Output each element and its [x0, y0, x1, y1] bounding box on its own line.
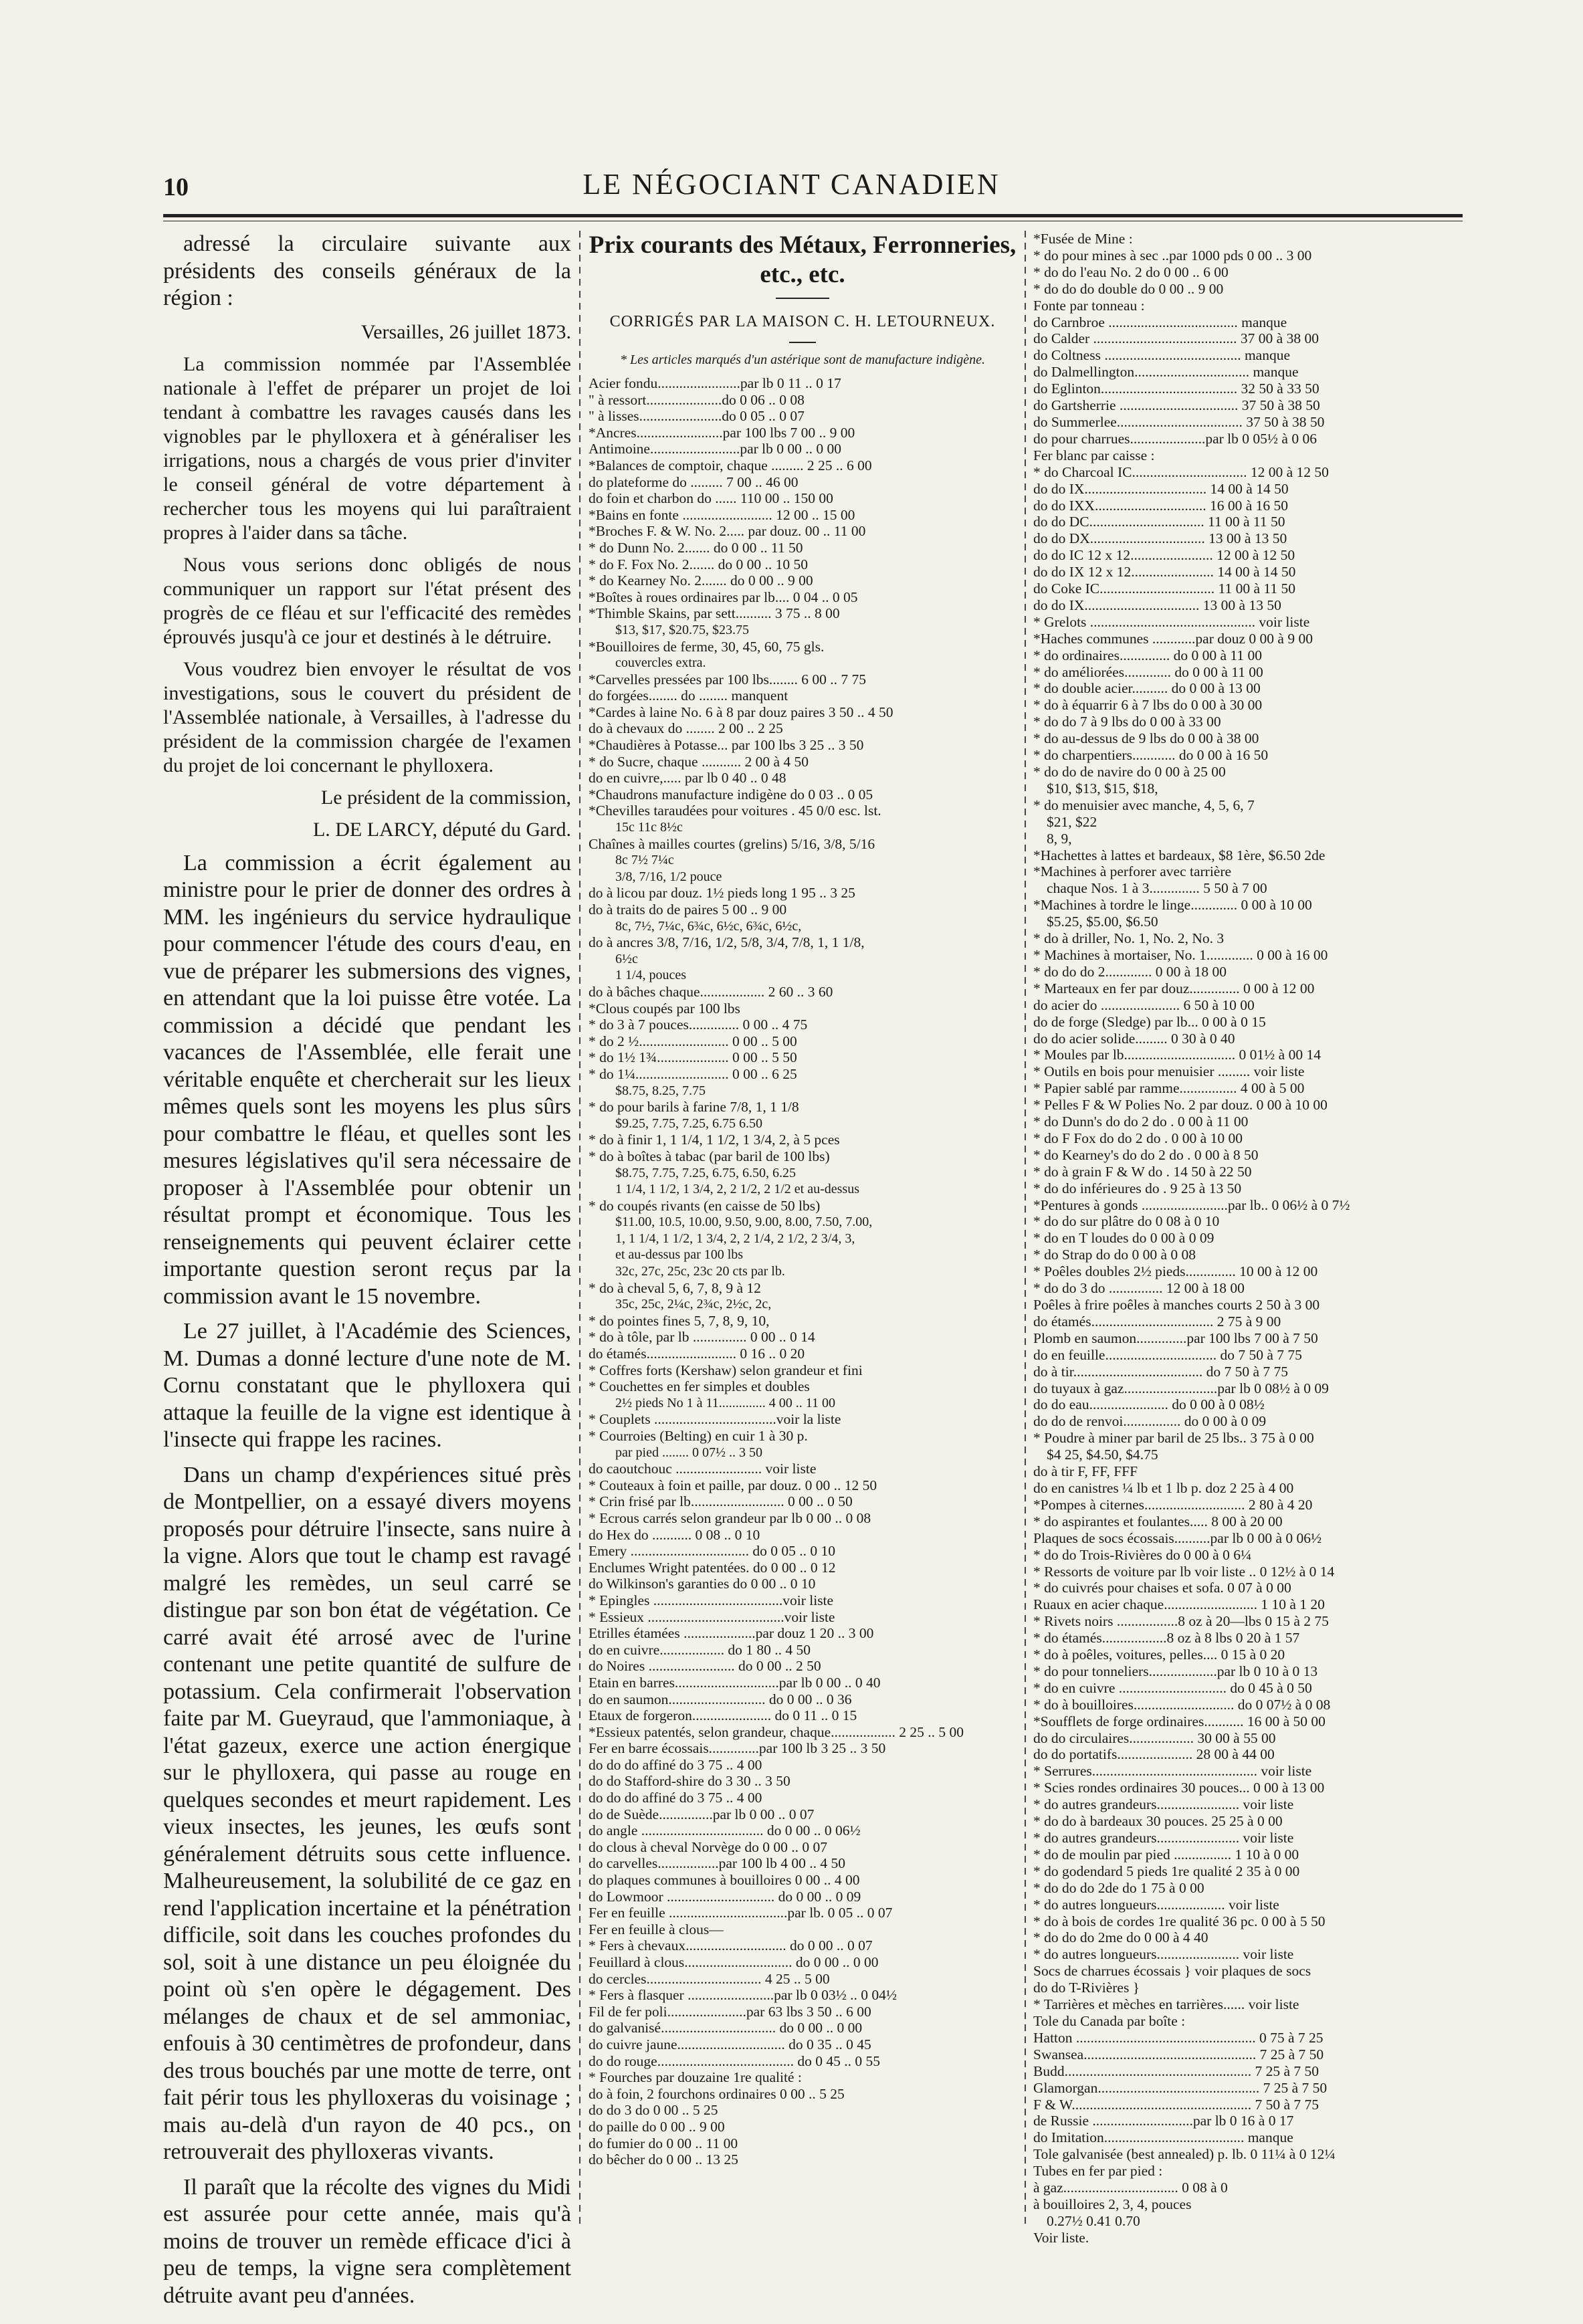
- price-line: * do do inférieures do . 9 25 à 13 50: [1033, 1180, 1242, 1196]
- price-line: *Fusée de Mine :: [1033, 231, 1133, 247]
- price-line: do de Suède...............par lb 0 00 .. 0 07: [589, 1806, 815, 1822]
- price-line: do do do affiné do 3 75 .. 4 00: [589, 1756, 762, 1773]
- price-line: * Outils en bois pour menuisier ......... voir liste: [1033, 1063, 1305, 1080]
- price-line: * Serrures.............................................. voir liste: [1033, 1763, 1312, 1780]
- price-line: do Wilkinson's garanties do 0 00 .. 0 10: [589, 1576, 816, 1592]
- price-list-column-2: [1033, 231, 1475, 2257]
- price-line: * Essieux ......................................voir liste: [589, 1608, 835, 1625]
- article-paragraph: Dans un champ d'expériences situé près de Montpellier, on a essayé divers moyens proposés pour détruire l'insecte, sans nuire à la vigne. Alors que tout le champ est ravagé malgré les remèdes, un seul carré se distingue par son bon état de végétation. Ce carré avait été arrosé avec de l'urine contenant une petite quantité de sulfure de potassium. Cela confirmerait l'observation faite par M. Gueyraud, que l'ammoniaque, à l'état gazeux, exerce une action énergique sur le phylloxera, qui passe au rouge en quelques secondes et meurt rapidement. Les vieux insectes, les jeunes, les œufs sont généralement détruits sous cette influence. Malheureusement, la solubilité de ce gaz en rend l'application incertaine et la pénétration difficile, soit dans les couches profondes du sol, soit à une distance un peu éloignée du point où s'en opère le dégagement. Des mélanges de chaux et de sel ammoniac, enfouis à 30 centimètres de profondeur, dans des trous bouchés par une motte de terre, ont fait périr tous les phylloxeras du voisinage ; mais au-delà d'un rayon de 40 pcs., on retrouverait des phylloxeras vivants.: [163, 1462, 571, 2164]
- price-line: * do do de navire do 0 00 à 25 00: [1033, 764, 1226, 780]
- price-line: do Summerlee................................... 37 50 à 38 50: [1033, 413, 1325, 430]
- price-line: do Lowmoor .............................. do 0 00 .. 0 09: [589, 1888, 861, 1905]
- price-line: * do à poêles, voitures, pelles.... 0 15 à 0 20: [1033, 1647, 1285, 1663]
- price-line: Tubes en fer par pied :: [1033, 2163, 1163, 2180]
- price-line: *Chaudrons manufacture indigène do 0 03 .. 0 05: [589, 786, 873, 803]
- price-line: do cuivre jaune.............................. do 0 35 .. 0 45: [589, 2036, 871, 2052]
- price-line: do do 3 do 0 00 .. 5 25: [589, 2102, 718, 2119]
- price-line: *Carvelles pressées par 100 lbs........ 6 00 .. 7 75: [589, 671, 866, 688]
- price-line: do en cuivre.................. do 1 80 .. 4 50: [589, 1641, 811, 1658]
- price-line: * do do à bardeaux 30 pouces. 25 25 à 0 00: [1033, 1813, 1283, 1830]
- price-line: * do à finir 1, 1 1/4, 1 1/2, 1 3/4, 2, à 5 pces: [589, 1132, 840, 1148]
- price-line: * do pointes fines 5, 7, 8, 9, 10,: [589, 1312, 770, 1329]
- price-line: *Thimble Skains, par sett.......... 3 75 .. 8 00: [589, 605, 840, 622]
- price-line: * do à équarrir 6 à 7 lbs do 0 00 à 30 00: [1033, 697, 1263, 714]
- price-line: do do circulaires.................. 30 00 à 55 00: [1033, 1729, 1276, 1746]
- price-line: do do IXX............................... 16 00 à 16 50: [1033, 497, 1289, 514]
- price-line: do de forge (Sledge) par lb... 0 00 à 0 15: [1033, 1013, 1266, 1030]
- article-paragraph: Versailles, 26 juillet 1873.: [360, 320, 571, 343]
- price-line: do Hex do ........... 0 08 .. 0 10: [589, 1526, 760, 1543]
- price-line: *Clous coupés par 100 lbs: [589, 1000, 740, 1017]
- price-line: *Bains en fonte ......................... 12 00 .. 15 00: [589, 506, 855, 523]
- price-line: * do 3 à 7 pouces.............. 0 00 .. 4 75: [589, 1017, 808, 1033]
- price-line: * do à driller, No. 1, No. 2, No. 3: [1033, 930, 1225, 947]
- price-line: 15c 11c 8½c: [615, 820, 683, 835]
- price-line: * Fers à chevaux............................ do 0 00 .. 0 07: [589, 1937, 873, 1954]
- price-line: 32c, 27c, 25c, 23c 20 cts par lb.: [615, 1264, 785, 1279]
- price-line: * do do do double do 0 00 .. 9 00: [1033, 280, 1224, 297]
- price-line: *Chaudières à Potasse... par 100 lbs 3 25 .. 3 50: [589, 737, 864, 754]
- price-line: * Ecrous carrés selon grandeur par lb 0 00 .. 0 08: [589, 1509, 871, 1526]
- price-line: do en saumon........................... do 0 00 .. 0 36: [589, 1691, 852, 1707]
- price-line: do caoutchouc ........................ voir liste: [589, 1461, 817, 1477]
- price-line: Socs de charrues écossais } voir plaques de socs: [1033, 1963, 1311, 1980]
- price-line: Budd.................................................... 7 25 à 7 50: [1033, 2063, 1320, 2079]
- price-line: do étamés.................................. 2 75 à 9 00: [1033, 1313, 1281, 1330]
- price-line: do pour charrues.....................par lb 0 05½ à 0 06: [1033, 430, 1317, 447]
- price-line: * do Dunn's do do 2 do . 0 00 à 11 00: [1033, 1114, 1249, 1130]
- price-line: do Gartsherrie ................................. 37 50 à 38 50: [1033, 397, 1320, 414]
- price-line: * Marteaux en fer par douz.............. 0 00 à 12 00: [1033, 980, 1315, 996]
- price-line: Etaux de forgeron...................... do 0 11 .. 0 15: [589, 1707, 857, 1724]
- price-line: do à traits do de paires 5 00 .. 9 00: [589, 902, 787, 918]
- price-line: $5.25, $5.00, $6.50: [1047, 914, 1158, 930]
- price-line: * Fourches par douzaine 1re qualité :: [589, 2069, 802, 2086]
- price-line: 6½c: [615, 951, 638, 966]
- price-line: * do à boîtes à tabac (par baril de 100 lbs): [589, 1148, 830, 1164]
- price-line: $10, $13, $15, $18,: [1047, 780, 1158, 797]
- price-line: * do à bois de cordes 1re qualité 36 pc. 0 00 à 5 50: [1033, 1913, 1326, 1929]
- price-line: * Pelles F & W Polies No. 2 par douz. 0 00 à 10 00: [1033, 1097, 1328, 1114]
- price-line: do do Stafford-shire do 3 30 .. 3 50: [589, 1773, 790, 1790]
- price-line: * do en T loudes do 0 00 à 0 09: [1033, 1230, 1215, 1247]
- price-line: do à tir F, FF, FFF: [1033, 1463, 1138, 1480]
- price-line: Plomb en saumon..............par 100 lbs 7 00 à 7 50: [1033, 1330, 1318, 1346]
- price-line: $21, $22: [1047, 813, 1097, 830]
- price-line: *Balances de comptoir, chaque ......... 2 25 .. 6 00: [589, 457, 872, 473]
- price-line: do do DC................................ 11 00 à 11 50: [1033, 514, 1285, 530]
- price-line: do Coltness ...................................... manque: [1033, 347, 1290, 364]
- price-line: * do aspirantes et foulantes..... 8 00 à 20 00: [1033, 1513, 1283, 1529]
- article-paragraph: La commission nommée par l'Assemblée nationale à l'effet de préparer un projet de loi tendant à combattre les ravages causés dans les vignobles par le phylloxera et à généraliser les irrigations, nous a chargés de vous prier d'inviter le conseil général de votre département à rechercher tous les moyens qui lui paraîtraient propres à l'aider dans sa tâche.: [163, 352, 571, 544]
- price-line: Etain en barres.............................par lb 0 00 .. 0 40: [589, 1674, 881, 1691]
- price-line: Swansea................................................ 7 25 à 7 50: [1033, 2046, 1324, 2063]
- price-line: F & W.................................................. 7 50 à 7 75: [1033, 2096, 1320, 2113]
- price-line: Acier fondu.......................par lb 0 11 .. 0 17: [589, 375, 841, 391]
- article-column: [163, 231, 571, 2308]
- article-paragraph: L. DE LARCY, député du Gard.: [312, 818, 571, 841]
- price-list-subtitle: CORRIGÉS PAR LA MAISON C. H. LETOURNEUX.: [609, 313, 996, 330]
- price-line: *Boîtes à roues ordinaires par lb.... 0 04 .. 0 05: [589, 589, 858, 605]
- price-line: do en feuille............................... do 7 50 à 7 75: [1033, 1346, 1302, 1363]
- article-paragraph: Le 27 juillet, à l'Académie des Sciences, M. Dumas a donné lecture d'une note de M. Cornu constatant que le phylloxera qui attaque la feuille de la vigne est identique à l'insecte qui frappe les racines.: [163, 1319, 571, 1452]
- price-line: * do double acier.......... do 0 00 à 13 00: [1033, 680, 1261, 697]
- price-line: Chaînes à mailles courtes (grelins) 5/16, 3/8, 5/16: [589, 835, 875, 852]
- price-line: Enclumes Wright patentées. do 0 00 .. 0 12: [589, 1559, 836, 1576]
- price-line: 35c, 25c, 2¼c, 2¾c, 2½c, 2c,: [615, 1297, 772, 1312]
- price-line: do acier do ...................... 6 50 à 10 00: [1033, 996, 1255, 1013]
- price-line: * do 1¼.......................... 0 00 .. 6 25: [589, 1065, 797, 1082]
- price-line: *Cardes à laine No. 6 à 8 par douz paires 3 50 .. 4 50: [589, 704, 893, 720]
- price-line: * do ordinaires.............. do 0 00 à 11 00: [1033, 647, 1262, 663]
- price-line: à bouilloires 2, 3, 4, pouces: [1033, 2196, 1192, 2212]
- price-line: do do IX.................................. 14 00 à 14 50: [1033, 480, 1289, 497]
- price-line: * do do 7 à 9 lbs do 0 00 à 33 00: [1033, 714, 1221, 730]
- price-line: do plateforme do ......... 7 00 .. 46 00: [589, 473, 799, 490]
- price-line: do Coke IC................................ 11 00 à 11 50: [1033, 580, 1295, 597]
- price-line: do forgées........ do ........ manquent: [589, 688, 788, 704]
- price-line: * do do Trois-Rivières do 0 00 à 0 6¼: [1033, 1546, 1252, 1563]
- price-line: do étamés......................... 0 16 .. 0 20: [589, 1346, 805, 1362]
- price-line: $13, $17, $20.75, $23.75: [615, 622, 749, 637]
- price-line: * Rivets noirs .................8 oz à 20—lbs 0 15 à 2 75: [1033, 1613, 1329, 1630]
- price-line: *Ancres........................par 100 lbs 7 00 .. 9 00: [589, 424, 855, 441]
- price-line: Emery ................................. do 0 05 .. 0 10: [589, 1543, 836, 1560]
- price-line: * do F. Fox No. 2....... do 0 00 .. 10 50: [589, 556, 808, 572]
- price-line: *Machines à perforer avec tarrière: [1033, 863, 1232, 880]
- price-line: do do IX 12 x 12....................... 14 00 à 14 50: [1033, 564, 1296, 580]
- price-lines: [1033, 231, 1475, 2246]
- price-line: $8.75, 8.25, 7.75: [615, 1083, 706, 1098]
- price-line: do do portatifs..................... 28 00 à 44 00: [1033, 1746, 1275, 1763]
- price-line: * do cuivrés pour chaises et sofa. 0 07 à 0 00: [1033, 1580, 1291, 1596]
- price-line: * Courroies (Belting) en cuir 1 à 30 p.: [589, 1428, 808, 1444]
- price-line: 8, 9,: [1047, 830, 1072, 847]
- masthead: LE NÉGOCIANT CANADIEN: [583, 168, 1000, 201]
- price-line: do carvelles.................par 100 lb 4 00 .. 4 50: [589, 1855, 845, 1872]
- price-line: Fer en feuille à clous—: [589, 1921, 724, 1937]
- price-line: * do Sucre, chaque ........... 2 00 à 4 50: [589, 753, 809, 770]
- price-line: *Machines à tordre le linge............. 0 00 à 10 00: [1033, 897, 1312, 914]
- price-line: * do menuisier avec manche, 4, 5, 6, 7: [1033, 797, 1255, 813]
- price-line: * Ressorts de voiture par lb voir liste .. 0 12½ à 0 14: [1033, 1563, 1335, 1580]
- price-line: * do de moulin par pied ................ 1 10 à 0 00: [1033, 1846, 1299, 1863]
- price-line: chaque Nos. 1 à 3.............. 5 50 à 7 00: [1047, 880, 1267, 897]
- price-line: * do do do 2me do 0 00 à 4 40: [1033, 1929, 1208, 1946]
- price-list-note: * Les articles marqués d'un astérique sont de manufacture indigène.: [619, 352, 986, 367]
- price-line: * Couplets ..................................voir la liste: [589, 1411, 841, 1428]
- price-line: * Machines à mortaiser, No. 1............. 0 00 à 16 00: [1033, 946, 1328, 963]
- price-line: Fer blanc par caisse :: [1033, 447, 1155, 463]
- article-paragraph: Nous vous serions donc obligés de nous communiquer un rapport sur l'état présent des progrès de ce fléau et sur l'efficacité des remèdes éprouvés jusqu'à ce jour et destinés à le détruire.: [163, 553, 571, 648]
- price-lines: [589, 375, 1017, 2168]
- price-line: * do do l'eau No. 2 do 0 00 .. 6 00: [1033, 263, 1229, 280]
- price-line: do clous à cheval Norvège do 0 00 .. 0 07: [589, 1838, 828, 1855]
- price-line: * do en cuivre .............................. do 0 45 à 0 50: [1033, 1679, 1312, 1696]
- price-line: Plaques de socs écossais..........par lb 0 00 à 0 06½: [1033, 1529, 1322, 1546]
- price-line: * Crin frisé par lb.......................... 0 00 .. 0 50: [589, 1493, 853, 1510]
- price-line: do en cuivre,..... par lb 0 40 .. 0 48: [589, 770, 786, 786]
- price-line: do Imitation....................................... manque: [1033, 2129, 1293, 2146]
- price-line: Tole galvanisée (best annealed) p. lb. 0 11¼ à 0 12¼: [1033, 2146, 1336, 2163]
- price-line: Tole du Canada par boîte :: [1033, 2012, 1186, 2029]
- price-line: Fer en barre écossais..............par 100 lb 3 25 .. 3 50: [589, 1740, 886, 1757]
- price-line: do Eglinton...................................... 32 50 à 33 50: [1033, 381, 1320, 397]
- price-line: do do eau...................... do 0 00 à 0 08½: [1033, 1396, 1265, 1413]
- price-line: do do acier solide......... 0 30 à 0 40: [1033, 1030, 1235, 1047]
- article-paragraph: Le président de la commission,: [320, 786, 571, 809]
- price-line: do Calder ........................................ 37 00 à 38 00: [1033, 330, 1319, 347]
- price-line: * Scies rondes ordinaires 30 pouces... 0 00 à 13 00: [1033, 1780, 1325, 1796]
- price-line: do do de renvoi................ do 0 00 à 0 09: [1033, 1413, 1267, 1430]
- price-line: * do do do 2de do 1 75 à 0 00: [1033, 1879, 1204, 1896]
- price-line: *Bouilloires de ferme, 30, 45, 60, 75 gls.: [589, 638, 825, 655]
- price-line: * do autres grandeurs....................... voir liste: [1033, 1796, 1294, 1813]
- price-line: $9.25, 7.75, 7.25, 6.75 6.50: [615, 1116, 762, 1131]
- price-line: * do F Fox do do 2 do . 0 00 à 10 00: [1033, 1130, 1243, 1146]
- price-line: do foin et charbon do ...... 110 00 .. 150 00: [589, 490, 833, 507]
- article-paragraph: adressé la circulaire suivante aux présidents des conseils généraux de la région :: [163, 231, 571, 310]
- price-line: * Poudre à miner par baril de 25 lbs.. 3 75 à 0 00: [1033, 1430, 1314, 1447]
- price-line: Etrilles étamées ....................par douz 1 20 .. 3 00: [589, 1625, 874, 1642]
- price-line: * do Dunn No. 2....... do 0 00 .. 11 50: [589, 539, 803, 556]
- price-line: $11.00, 10.5, 10.00, 9.50, 9.00, 8.00, 7.50, 7.00,: [615, 1214, 873, 1230]
- price-line: * do à grain F & W do . 14 50 à 22 50: [1033, 1163, 1252, 1180]
- price-line: do à ancres 3/8, 7/16, 1/2, 5/8, 3/4, 7/8, 1, 1 1/8,: [589, 934, 865, 951]
- column-divider-1: [579, 231, 581, 2224]
- page-number: 10: [163, 173, 189, 201]
- price-line: couvercles extra.: [615, 655, 706, 671]
- price-line: *Hachettes à lattes et bardeaux, $8 1ère, $6.50 2de: [1033, 847, 1326, 863]
- price-line: *Chevilles taraudées pour voitures . 45 0/0 esc. lst.: [589, 803, 881, 819]
- price-line: do Noires ........................ do 0 00 .. 2 50: [589, 1658, 821, 1675]
- price-line: * Coffres forts (Kershaw) selon grandeur et fini: [589, 1362, 863, 1378]
- price-line: Fer en feuille .................................par lb. 0 05 .. 0 07: [589, 1905, 893, 1921]
- price-line: 1 1/4, 1 1/2, 1 3/4, 2, 2 1/2, 2 1/2 et au-dessus: [615, 1182, 859, 1197]
- price-line: do do T-Rivières }: [1033, 1980, 1140, 1996]
- price-line: * do godendard 5 pieds 1re qualité 2 35 à 0 00: [1033, 1863, 1300, 1879]
- price-line: do paille do 0 00 .. 9 00: [589, 2118, 725, 2135]
- price-line: do à chevaux do ........ 2 00 .. 2 25: [589, 720, 783, 737]
- price-line: * do 1½ 1¾.................... 0 00 .. 5 50: [589, 1049, 797, 1066]
- price-line: * do à bouilloires............................ do 0 07½ à 0 08: [1033, 1696, 1331, 1713]
- price-line: do bêcher do 0 00 .. 13 25: [589, 2151, 738, 2168]
- price-line: * do pour barils à farine 7/8, 1, 1 1/8: [589, 1099, 799, 1116]
- price-line: *Broches F. & W. No. 2..... par douz. 00 .. 11 00: [589, 523, 866, 540]
- price-line: 1, 1 1/4, 1 1/2, 1 3/4, 2, 2 1/4, 2 1/2, 2 3/4, 3,: [615, 1231, 855, 1246]
- price-line: * do Strap do do 0 00 à 0 08: [1033, 1247, 1196, 1263]
- article-paragraph: La commission a écrit également au ministre pour le prier de donner des ordres à MM. les ingénieurs du service hydraulique pour commencer l'étude des cours d'eau, en vue de préparer les submersions des vignes, en attendant que la loi puisse être votée. La commission a décidé que pendant les vacances de l'Assemblée, elle ferait une véritable enquête et chercherait sur les lieux mêmes quels sont les moyens les plus sûrs pour combattre le fléau, et quelles sont les mesures législatives qu'il sera nécessaire de proposer à l'Assemblée pour obtenir un résultat prompt et économique. Tous les renseignements qui peuvent éclairer cette importante question seront reçus par la commission avant le 15 novembre.: [163, 850, 571, 1309]
- price-line: * do do sur plâtre do 0 08 à 0 10: [1033, 1213, 1220, 1230]
- price-line: * do charpentiers............ do 0 00 à 16 50: [1033, 747, 1269, 764]
- price-line: do Dalmellington................................ manque: [1033, 364, 1299, 381]
- price-line: do tuyaux à gaz..........................par lb 0 08½ à 0 09: [1033, 1380, 1329, 1396]
- price-line: * Moules par lb............................... 0 01½ à 00 14: [1033, 1047, 1321, 1063]
- price-line: do à bâches chaque.................. 2 60 .. 3 60: [589, 983, 833, 1000]
- price-line: do do DX................................ 13 00 à 13 50: [1033, 530, 1287, 547]
- price-line: Fil de fer poli......................par 63 lbs 3 50 .. 6 00: [589, 2003, 871, 2020]
- price-line: 8c 7½ 7¼c: [615, 853, 674, 868]
- title-rule: [776, 298, 829, 299]
- price-list-column-1: [589, 231, 1017, 2257]
- price-line: Fonte par tonneau :: [1033, 297, 1145, 314]
- price-line: * Epingles ....................................voir liste: [589, 1592, 834, 1608]
- price-line: do do IC 12 x 12....................... 12 00 à 12 50: [1033, 547, 1295, 564]
- price-line: à gaz................................ 0 08 à 0: [1033, 2180, 1228, 2196]
- price-line: * Poêles doubles 2½ pieds.............. 10 00 à 12 00: [1033, 1263, 1318, 1280]
- price-line: do do rouge...................................... do 0 45 .. 0 55: [589, 2052, 880, 2069]
- price-line: do fumier do 0 00 .. 11 00: [589, 2135, 738, 2151]
- price-line: * Couchettes en fer simples et doubles: [589, 1378, 810, 1395]
- price-line: * do pour mines à sec ..par 1000 pds 0 00 .. 3 00: [1033, 247, 1312, 263]
- price-line: * do améliorées............. do 0 00 à 11 00: [1033, 663, 1263, 680]
- subtitle-rule: [789, 342, 816, 343]
- price-line: * do Kearney's do do 2 do . 0 00 à 8 50: [1033, 1146, 1259, 1163]
- price-line: 8c, 7½, 7¼c, 6¾c, 6½c, 6¾c, 6½c,: [615, 918, 802, 934]
- price-line: Ruaux en acier chaque.......................... 1 10 à 1 20: [1033, 1596, 1325, 1613]
- price-line: * do autres longueurs....................... voir liste: [1033, 1946, 1294, 1963]
- column-divider-2: [1025, 231, 1026, 2224]
- price-line: * do 2 ½......................... 0 00 .. 5 00: [589, 1033, 797, 1049]
- price-line: * do Kearney No. 2....... do 0 00 .. 9 00: [589, 572, 813, 589]
- price-line: * do do do 2............. 0 00 à 18 00: [1033, 963, 1227, 980]
- price-line: do Carnbroe .................................... manque: [1033, 314, 1287, 330]
- price-line: 0.27½ 0.41 0.70: [1047, 2212, 1140, 2229]
- price-line: * do à cheval 5, 6, 7, 8, 9 à 12: [589, 1279, 761, 1296]
- price-line: de Russie ............................par lb 0 16 à 0 17: [1033, 2113, 1294, 2129]
- price-line: * do à tôle, par lb ............... 0 00 .. 0 14: [589, 1329, 815, 1346]
- price-line: Voir liste.: [1033, 2229, 1089, 2246]
- price-line: *Essieux patentés, selon grandeur, chaque.................. 2 25 .. 5 00: [589, 1723, 964, 1740]
- price-line: et au-dessus par 100 lbs: [615, 1247, 744, 1263]
- price-line: do cercles................................ 4 25 .. 5 00: [589, 1970, 830, 1987]
- price-line: do plaques communes à bouilloires 0 00 .. 4 00: [589, 1872, 860, 1889]
- price-line: *Haches communes ............par douz 0 00 à 9 00: [1033, 630, 1313, 647]
- price-line: par pied ........ 0 07½ .. 3 50: [615, 1445, 762, 1460]
- price-line: do en canistres ¼ lb et 1 lb p. doz 2 25 à 4 00: [1033, 1479, 1294, 1496]
- price-line: *Pentures à gonds ........................par lb.. 0 06½ à 0 7½: [1033, 1196, 1350, 1213]
- price-line: do do IX................................ 13 00 à 13 50: [1033, 597, 1281, 613]
- price-line: 3/8, 7/16, 1/2 pouce: [615, 869, 722, 884]
- price-line: " à lisses.......................do 0 05 .. 0 07: [589, 408, 805, 425]
- price-line: $8.75, 7.75, 7.25, 6.75, 6.50, 6.25: [615, 1165, 796, 1180]
- price-line: Hatton .................................................. 0 75 à 7 25: [1033, 2029, 1324, 2046]
- price-line: do à foin, 2 fourchons ordinaires 0 00 .. 5 25: [589, 2085, 845, 2102]
- price-line: * do coupés rivants (en caisse de 50 lbs): [589, 1197, 821, 1214]
- price-line: * do pour tonneliers...................par lb 0 10 à 0 13: [1033, 1663, 1318, 1679]
- price-line: *Pompes à citernes............................ 2 80 à 4 20: [1033, 1496, 1313, 1513]
- price-line: Poêles à frire poêles à manches courts 2 50 à 3 00: [1033, 1297, 1320, 1313]
- price-line: * Fers à flasquer ........................par lb 0 03½ .. 0 04½: [589, 1987, 897, 2004]
- price-line: Glamorgan............................................. 7 25 à 7 50: [1033, 2079, 1328, 2096]
- price-line: * do do 3 do ............... 12 00 à 18 00: [1033, 1280, 1245, 1297]
- price-line: * do autres grandeurs....................... voir liste: [1033, 1830, 1294, 1846]
- price-line: * Couteaux à foin et paille, par douz. 0 00 .. 12 50: [589, 1477, 877, 1493]
- price-line: * do Charcoal IC................................ 12 00 à 12 50: [1033, 463, 1329, 480]
- price-line: * do autres longueurs................... voir liste: [1033, 1896, 1279, 1913]
- price-line: * Tarrières et mèches en tarrières...... voir liste: [1033, 1996, 1299, 2013]
- article-paragraph: Vous voudrez bien envoyer le résultat de vos investigations, sous le couvert du président de l'Assemblée nationale, à Versailles, à l'adresse du président de la commission chargée de l'examen du projet de loi concernant le phylloxera.: [163, 657, 571, 776]
- price-line: $4 25, $4.50, $4.75: [1047, 1447, 1158, 1463]
- price-line: do do do affiné do 3 75 .. 4 00: [589, 1790, 762, 1806]
- price-line: do à licou par douz. 1½ pieds long 1 95 .. 3 25: [589, 885, 855, 902]
- price-line: " à ressort.....................do 0 06 .. 0 08: [589, 391, 805, 408]
- price-line: do angle .................................. do 0 00 .. 0 06½: [589, 1822, 861, 1839]
- price-line: 2½ pieds No 1 à 11.............. 4 00 .. 11 00: [615, 1395, 836, 1410]
- price-line: Feuillard à clous.............................. do 0 00 .. 0 00: [589, 1954, 879, 1970]
- price-line: * do au-dessus de 9 lbs do 0 00 à 38 00: [1033, 730, 1259, 747]
- header-rule: [163, 214, 1463, 217]
- price-line: *Soufflets de forge ordinaires........... 16 00 à 50 00: [1033, 1713, 1326, 1729]
- price-line: do galvanisé................................ do 0 00 .. 0 00: [589, 2020, 863, 2036]
- article-paragraph: Il paraît que la récolte des vignes du Midi est assurée pour cette année, mais qu'à moins de trouver un remède efficace d'ici à peu de temps, la vigne sera complètement détruite avant peu d'années.: [163, 2174, 571, 2308]
- price-line: do à tir.................................... do 7 50 à 7 75: [1033, 1363, 1289, 1380]
- price-line: Antimoine.........................par lb 0 00 .. 0 00: [589, 441, 842, 457]
- price-line: 1 1/4, pouces: [615, 968, 687, 983]
- price-list-title: Prix courants des Métaux, Ferronneries, etc., etc.: [589, 231, 1017, 288]
- price-line: * Papier sablé par ramme................ 4 00 à 5 00: [1033, 1080, 1305, 1097]
- price-line: * do étamés..................8 oz à 8 lbs 0 20 à 1 57: [1033, 1630, 1300, 1647]
- price-line: * Grelots .............................................. voir liste: [1033, 613, 1310, 630]
